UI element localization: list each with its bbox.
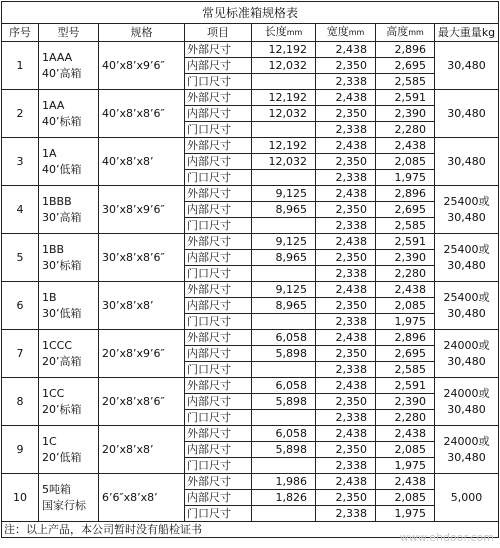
length-cell: 9,125 <box>252 282 316 298</box>
spec-cell: 20’x8’x9’6″ <box>99 330 185 378</box>
table-row <box>2 330 499 346</box>
length-cell <box>252 74 316 90</box>
length-cell <box>252 410 316 426</box>
header-height-label: 高度 <box>386 25 409 38</box>
type-code: 1BB <box>42 242 65 256</box>
length-cell <box>252 218 316 234</box>
type-name: 国家行标 <box>42 498 86 512</box>
item-cell: 门口尺寸 <box>185 314 252 330</box>
type-cell <box>39 234 99 282</box>
seq-cell: 1 <box>2 42 39 90</box>
header-length-label: 长度 <box>264 25 287 38</box>
item-cell: 外部尺寸 <box>185 282 252 298</box>
height-cell: 2,585 <box>376 218 435 234</box>
height-cell: 2,085 <box>376 490 435 506</box>
length-cell: 1,986 <box>252 474 316 490</box>
height-cell: 2,280 <box>376 410 435 426</box>
seq-cell: 9 <box>2 426 39 474</box>
header-width <box>316 24 376 42</box>
width-cell: 2,438 <box>316 42 376 58</box>
length-cell: 6,058 <box>252 378 316 394</box>
height-cell: 2,438 <box>376 426 435 442</box>
width-cell: 2,438 <box>316 474 376 490</box>
width-cell: 2,338 <box>316 170 376 186</box>
max-weight-line1: 5,000 <box>450 490 483 504</box>
table-row <box>2 282 499 298</box>
type-name: 20’低箱 <box>42 450 82 464</box>
max-weight-line2: 30,480 <box>447 402 486 416</box>
header-height <box>376 24 435 42</box>
item-cell: 内部尺寸 <box>185 202 252 218</box>
item-cell: 外部尺寸 <box>185 42 252 58</box>
item-cell: 内部尺寸 <box>185 346 252 362</box>
height-cell: 2,585 <box>376 362 435 378</box>
length-cell <box>252 170 316 186</box>
type-code: 1AAA <box>42 50 73 64</box>
width-cell: 2,350 <box>316 346 376 362</box>
length-cell: 12,192 <box>252 42 316 58</box>
spec-cell: 40’x8’x8’6″ <box>99 90 185 138</box>
height-cell: 2,896 <box>376 42 435 58</box>
spec-cell: 6’6″x8’x8’ <box>99 474 185 522</box>
width-cell: 2,438 <box>316 186 376 202</box>
type-cell <box>39 282 99 330</box>
header-length-unit: mm <box>286 28 303 37</box>
max-weight-cell <box>435 426 499 474</box>
height-cell: 2,591 <box>376 378 435 394</box>
width-cell: 2,350 <box>316 202 376 218</box>
type-code: 1A <box>42 146 57 160</box>
height-cell: 1,975 <box>376 458 435 474</box>
item-cell: 外部尺寸 <box>185 378 252 394</box>
seq-cell: 6 <box>2 282 39 330</box>
height-cell: 2,438 <box>376 138 435 154</box>
type-cell <box>39 42 99 90</box>
max-weight-cell <box>435 90 499 138</box>
length-cell: 12,032 <box>252 58 316 74</box>
header-type: 型号 <box>39 24 99 42</box>
height-cell: 2,390 <box>376 394 435 410</box>
type-name: 30’标箱 <box>42 258 82 272</box>
item-cell: 外部尺寸 <box>185 138 252 154</box>
height-cell: 2,585 <box>376 74 435 90</box>
length-cell: 8,965 <box>252 250 316 266</box>
seq-cell: 10 <box>2 474 39 522</box>
type-name: 40’高箱 <box>42 66 82 80</box>
width-cell: 2,438 <box>316 378 376 394</box>
height-cell: 2,390 <box>376 106 435 122</box>
height-cell: 1,975 <box>376 170 435 186</box>
title-row <box>2 2 499 24</box>
item-cell: 内部尺寸 <box>185 490 252 506</box>
header-height-unit: mm <box>408 28 424 37</box>
type-cell <box>39 474 99 522</box>
item-cell: 外部尺寸 <box>185 186 252 202</box>
item-cell: 门口尺寸 <box>185 362 252 378</box>
width-cell: 2,338 <box>316 266 376 282</box>
length-cell: 5,898 <box>252 394 316 410</box>
height-cell: 2,591 <box>376 234 435 250</box>
length-cell: 9,125 <box>252 234 316 250</box>
spec-cell: 20’x8’x8’ <box>99 426 185 474</box>
item-cell: 外部尺寸 <box>185 426 252 442</box>
height-cell: 2,085 <box>376 154 435 170</box>
header-max-weight-label: 最大重量 <box>437 25 482 39</box>
header-width-label: 宽度 <box>326 25 349 38</box>
height-cell: 2,896 <box>376 330 435 346</box>
table-row <box>2 186 499 202</box>
item-cell: 门口尺寸 <box>185 74 252 90</box>
max-weight-line2: 30,480 <box>447 306 486 320</box>
spec-cell: 20’x8’x8’6″ <box>99 378 185 426</box>
type-code: 1B <box>42 290 57 304</box>
max-weight-cell <box>435 42 499 90</box>
height-cell: 2,695 <box>376 346 435 362</box>
width-cell: 2,338 <box>316 458 376 474</box>
max-weight-cell <box>435 138 499 186</box>
length-cell: 1,826 <box>252 490 316 506</box>
max-weight-line1: 30,480 <box>447 58 486 72</box>
length-cell <box>252 506 316 522</box>
width-cell: 2,338 <box>316 122 376 138</box>
header-length <box>252 24 316 42</box>
header-width-unit: mm <box>348 28 365 37</box>
item-cell: 门口尺寸 <box>185 458 252 474</box>
height-cell: 2,695 <box>376 58 435 74</box>
height-cell: 2,438 <box>376 474 435 490</box>
length-cell <box>252 314 316 330</box>
item-cell: 内部尺寸 <box>185 154 252 170</box>
type-code: 1CCC <box>42 338 73 352</box>
seq-cell: 8 <box>2 378 39 426</box>
spec-cell: 40’x8’x9’6″ <box>99 42 185 90</box>
width-cell: 2,438 <box>316 330 376 346</box>
max-weight-line1: 25400或 <box>443 290 490 304</box>
max-weight-cell <box>435 474 499 522</box>
watermark: www.ehdoor.com <box>399 531 494 544</box>
length-cell <box>252 122 316 138</box>
height-cell: 1,975 <box>376 506 435 522</box>
item-cell: 外部尺寸 <box>185 90 252 106</box>
header-max-weight <box>435 24 499 42</box>
type-cell <box>39 378 99 426</box>
length-cell: 5,898 <box>252 442 316 458</box>
width-cell: 2,338 <box>316 506 376 522</box>
type-cell <box>39 426 99 474</box>
width-cell: 2,350 <box>316 106 376 122</box>
spec-cell: 30’x8’x9’6″ <box>99 186 185 234</box>
length-cell: 8,965 <box>252 298 316 314</box>
max-weight-line2: 30,480 <box>447 210 486 224</box>
length-cell: 12,192 <box>252 138 316 154</box>
seq-cell: 5 <box>2 234 39 282</box>
type-name: 20’标箱 <box>42 402 82 416</box>
footnote: 注：以上产品，本公司暂时没有船检证书 <box>2 522 499 538</box>
item-cell: 门口尺寸 <box>185 170 252 186</box>
item-cell: 外部尺寸 <box>185 474 252 490</box>
item-cell: 门口尺寸 <box>185 506 252 522</box>
item-cell: 内部尺寸 <box>185 298 252 314</box>
max-weight-line1: 24000或 <box>443 386 490 400</box>
width-cell: 2,338 <box>316 314 376 330</box>
max-weight-line2: 30,480 <box>447 258 486 272</box>
type-code: 1CC <box>42 386 65 400</box>
max-weight-line2: 30,480 <box>447 450 486 464</box>
height-cell: 2,280 <box>376 266 435 282</box>
width-cell: 2,338 <box>316 218 376 234</box>
height-cell: 1,975 <box>376 314 435 330</box>
table-row <box>2 90 499 106</box>
length-cell <box>252 362 316 378</box>
item-cell: 外部尺寸 <box>185 330 252 346</box>
width-cell: 2,350 <box>316 298 376 314</box>
max-weight-line1: 24000或 <box>443 434 490 448</box>
header-seq: 序号 <box>2 24 39 42</box>
height-cell: 2,085 <box>376 442 435 458</box>
item-cell: 内部尺寸 <box>185 106 252 122</box>
length-cell: 6,058 <box>252 426 316 442</box>
item-cell: 内部尺寸 <box>185 250 252 266</box>
table-row <box>2 426 499 442</box>
height-cell: 2,085 <box>376 298 435 314</box>
item-cell: 门口尺寸 <box>185 218 252 234</box>
length-cell: 5,898 <box>252 346 316 362</box>
item-cell: 门口尺寸 <box>185 410 252 426</box>
type-name: 30’低箱 <box>42 306 82 320</box>
max-weight-cell <box>435 234 499 282</box>
item-cell: 门口尺寸 <box>185 122 252 138</box>
max-weight-line1: 25400或 <box>443 194 490 208</box>
width-cell: 2,350 <box>316 490 376 506</box>
seq-cell: 7 <box>2 330 39 378</box>
length-cell: 12,032 <box>252 106 316 122</box>
max-weight-line1: 24000或 <box>443 338 490 352</box>
container-spec-table <box>1 1 499 538</box>
length-cell: 12,032 <box>252 154 316 170</box>
type-name: 30’高箱 <box>42 210 82 224</box>
width-cell: 2,350 <box>316 250 376 266</box>
height-cell: 2,280 <box>376 122 435 138</box>
type-cell <box>39 186 99 234</box>
spec-cell: 30’x8’x8’ <box>99 282 185 330</box>
item-cell: 外部尺寸 <box>185 234 252 250</box>
table-row <box>2 234 499 250</box>
length-cell <box>252 266 316 282</box>
width-cell: 2,350 <box>316 394 376 410</box>
type-cell <box>39 138 99 186</box>
item-cell: 门口尺寸 <box>185 266 252 282</box>
spec-cell: 30’x8’x8’6″ <box>99 234 185 282</box>
header-item: 项目 <box>185 24 252 42</box>
type-code: 1BBB <box>42 194 72 208</box>
type-cell <box>39 90 99 138</box>
type-code: 1C <box>42 434 57 448</box>
width-cell: 2,350 <box>316 58 376 74</box>
item-cell: 内部尺寸 <box>185 58 252 74</box>
max-weight-cell <box>435 186 499 234</box>
type-name: 40’标箱 <box>42 114 82 128</box>
max-weight-cell <box>435 378 499 426</box>
length-cell <box>252 458 316 474</box>
max-weight-cell <box>435 282 499 330</box>
table-row <box>2 378 499 394</box>
height-cell: 2,438 <box>376 282 435 298</box>
item-cell: 内部尺寸 <box>185 394 252 410</box>
spec-cell: 40’x8’x8’ <box>99 138 185 186</box>
item-cell: 内部尺寸 <box>185 442 252 458</box>
length-cell: 6,058 <box>252 330 316 346</box>
max-weight-line1: 25400或 <box>443 242 490 256</box>
height-cell: 2,695 <box>376 202 435 218</box>
max-weight-cell <box>435 330 499 378</box>
width-cell: 2,338 <box>316 410 376 426</box>
width-cell: 2,438 <box>316 234 376 250</box>
width-cell: 2,438 <box>316 282 376 298</box>
height-cell: 2,896 <box>376 186 435 202</box>
width-cell: 2,338 <box>316 74 376 90</box>
type-name: 20’高箱 <box>42 354 82 368</box>
table-title: 常见标准箱规格表 <box>2 2 499 24</box>
max-weight-line1: 30,480 <box>447 106 486 120</box>
type-code: 5吨箱 <box>42 482 71 496</box>
table-row <box>2 42 499 58</box>
table-row <box>2 138 499 154</box>
type-name: 40’低箱 <box>42 162 82 176</box>
width-cell: 2,338 <box>316 362 376 378</box>
length-cell: 9,125 <box>252 186 316 202</box>
height-cell: 2,390 <box>376 250 435 266</box>
length-cell: 8,965 <box>252 202 316 218</box>
table-row <box>2 474 499 490</box>
width-cell: 2,438 <box>316 426 376 442</box>
seq-cell: 4 <box>2 186 39 234</box>
header-max-weight-unit: kg <box>481 25 496 39</box>
type-cell <box>39 330 99 378</box>
length-cell: 12,192 <box>252 90 316 106</box>
max-weight-line1: 30,480 <box>447 154 486 168</box>
width-cell: 2,350 <box>316 154 376 170</box>
width-cell: 2,350 <box>316 442 376 458</box>
type-code: 1AA <box>42 98 65 112</box>
width-cell: 2,438 <box>316 90 376 106</box>
seq-cell: 3 <box>2 138 39 186</box>
header-row <box>2 24 499 42</box>
header-spec: 规格 <box>99 24 185 42</box>
max-weight-line2: 30,480 <box>447 354 486 368</box>
seq-cell: 2 <box>2 90 39 138</box>
height-cell: 2,591 <box>376 90 435 106</box>
width-cell: 2,438 <box>316 138 376 154</box>
